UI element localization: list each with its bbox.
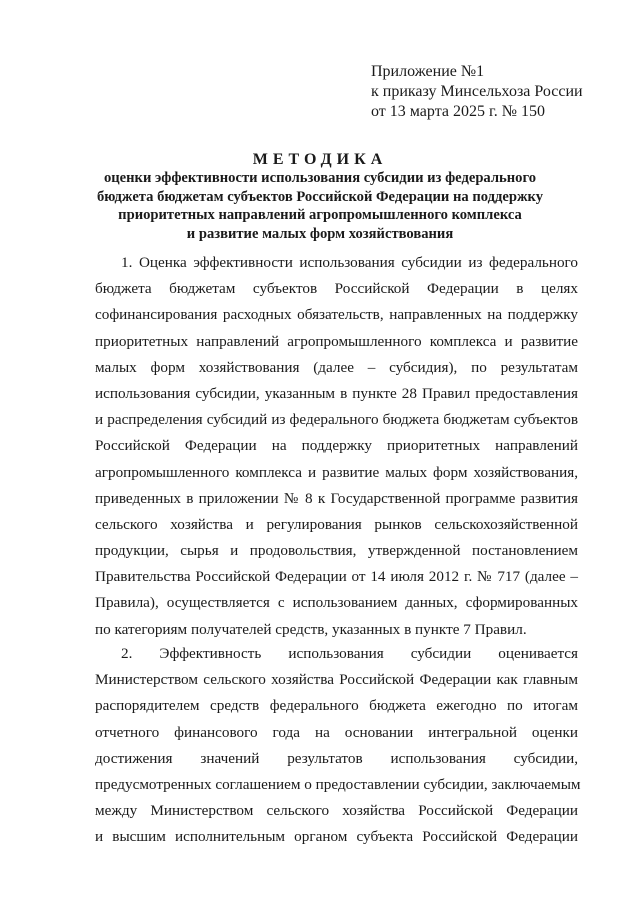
text-line: 2. Эффективность использования субсидии оценивается xyxy=(121,645,578,662)
text-line: малых форм хозяйствования (далее – субсидия), по результатам xyxy=(95,358,578,376)
text-line: приведенных в приложении № 8 к Государственной программе развития xyxy=(95,489,578,507)
paragraph-1 xyxy=(95,250,578,643)
appendix-order-date: от 13 марта 2025 г. № 150 xyxy=(371,103,545,120)
document-subtitle xyxy=(80,169,560,243)
text-line: предусмотренных соглашением о предоставлении субсидии, заключаемым xyxy=(95,775,581,793)
document-title: МЕТОДИКА xyxy=(252,151,388,168)
appendix-number: Приложение №1 xyxy=(371,63,485,80)
text-line: достижения значений результатов использования субсидии, xyxy=(95,749,578,767)
text-line: Правительства Российской Федерации от 14 июля 2012 г. № 717 (далее – xyxy=(95,568,578,586)
text-line: по категориям получателей средств, указанных в пункте 7 Правил. xyxy=(95,620,527,638)
text-line: сельского хозяйства и регулирования рынков сельскохозяйственной xyxy=(95,515,578,533)
text-line: использования субсидии, указанным в пункте 28 Правил предоставления xyxy=(95,384,578,402)
appendix-order-reference: к приказу Минсельхоза России xyxy=(371,83,583,100)
subtitle-line: бюджета бюджетам субъектов Российской Федерации на поддержку xyxy=(96,188,544,205)
appendix-header xyxy=(371,62,583,122)
text-line: Министерством сельского хозяйства Российской Федерации как главным xyxy=(95,671,578,689)
text-line: Правила), осуществляется с использованием данных, сформированных xyxy=(95,594,578,612)
text-line: Российской Федерации на поддержку приоритетных направлений xyxy=(95,437,578,455)
subtitle-line: приоритетных направлений агропромышленного комплекса xyxy=(118,207,522,223)
text-line: и высшим исполнительным органом субъекта Российской Федерации xyxy=(95,828,578,846)
paragraph-2 xyxy=(95,641,581,851)
subtitle-line: и развитие малых форм хозяйствования xyxy=(186,225,454,242)
text-line: и распределения субсидий из федерального бюджета бюджетам субъектов xyxy=(95,411,578,429)
text-line: распорядителем средств федерального бюджета ежегодно по итогам xyxy=(95,697,578,715)
text-line: продукции, сырья и продовольствия, утвержденной постановлением xyxy=(95,542,578,560)
text-line: отчетного финансового года на основании интегральной оценки xyxy=(95,723,578,741)
text-line: между Министерством сельского хозяйства Российской Федерации xyxy=(95,802,578,820)
text-line: бюджета бюджетам субъектов Российской Федерации в целях xyxy=(95,280,578,298)
text-line: приоритетных направлений агропромышленного комплекса и развитие xyxy=(95,332,578,350)
subtitle-line: оценки эффективности использования субсидии из федерального xyxy=(103,170,537,186)
text-line: 1. Оценка эффективности использования субсидии из федерального xyxy=(121,254,578,271)
text-line: агропромышленного комплекса и развитие малых форм хозяйствования, xyxy=(95,463,578,481)
text-line: софинансирования расходных обязательств, направленных на поддержку xyxy=(95,306,578,324)
